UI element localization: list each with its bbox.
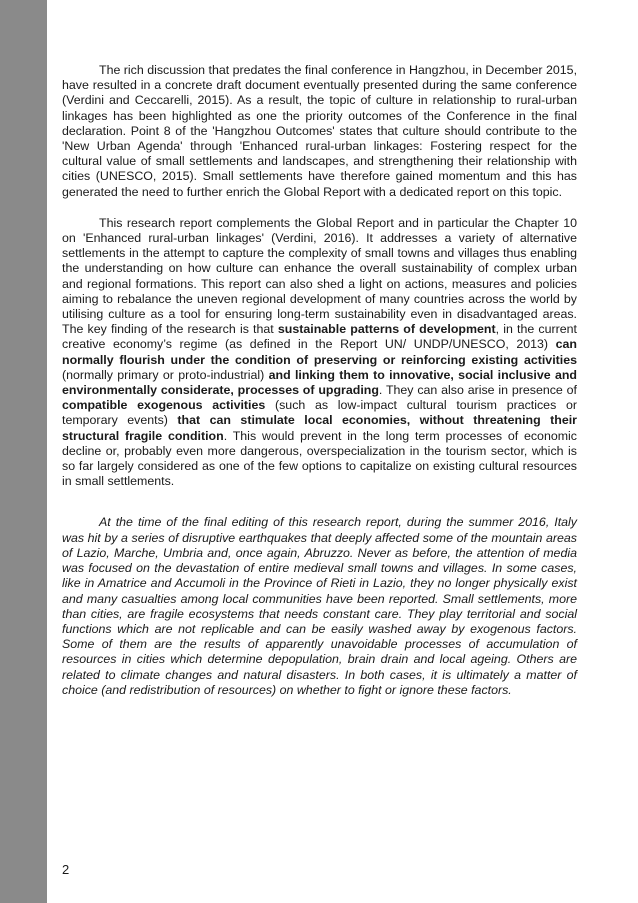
text-run: At the time of the final editing of this research report, during the summer 2016, Italy was hit by a series of disruptive earthquakes that deeply affected some of the mountain areas of Lazio, Marche, Umbria and, once again, Abruzzo. Never as before, the attention of media was focused on the devastation of entire medieval small towns and villages. In some cases, like in Amatrice and Accumoli in the Province of Rieti in Lazio, they no longer physically exist and many casualties among local communities have been reported. Small settlements, more than cities, are fragile ecosystems that needs constant care. They play territorial and social functions which are not replicable and can be easily washed away by exogenous factors. Some of them are the results of apparently unavoidable processes of accumulation of resources in cities which determine depopulation, brain drain and local ageing. Others are related to climate changes and natural disasters. In both cases, it is ultimately a matter of choice (and redistribution of resources) on whether to fight or ignore these factors.: [62, 515, 577, 697]
bold-text-run: that can stimulate local economies, without threatening their structural fragile condition: [62, 413, 578, 443]
paragraph: [62, 63, 577, 200]
text-run: This research report complements the Global Report and in particular the Chapter 10 on 'Enhanced rural-urban linkages' (Verdini, 2016). It addresses a variety of alternative settlements in the attempt to capture the complexity of small towns and villages thus enabling the understanding on how culture can enhance the overall sustainability of complex urban and regional formations. This report can also shed a light on actions, measures and policies aiming to rebalance the uneven regional development of many countries across the world by utilising culture as a tool for ensuring long-term sustainability even in disadvantaged areas. The key finding of the research is that: [62, 215, 577, 337]
text-run: . They can also arise in presence of: [378, 383, 577, 398]
paragraph: [62, 515, 577, 697]
paragraph: [62, 216, 577, 490]
text-run: , in the current creative economy’s regime (as defined in the Report UN/ UNDP/UNESCO, 2013): [62, 322, 577, 352]
bold-text-run: sustainable patterns of development: [277, 322, 496, 337]
text-run: (such as low-impact cultural tourism practices or temporary events): [62, 398, 577, 428]
document-body: [62, 63, 577, 713]
text-run: . This would prevent in the long term processes of economic decline or, probably even more dangerous, overspecialization in the tourism sector, which is so far largely considered as one of the few options to capitalize on existing cultural resources in small settlements.: [62, 428, 578, 489]
bold-text-run: compatible exogenous activities: [62, 398, 266, 413]
bold-text-run: can normally flourish under the condition of preserving or reinforcing existing activities: [62, 337, 577, 367]
bold-text-run: and linking them to innovative, social inclusive and environmentally considerate, processes of upgrading: [62, 367, 577, 398]
text-run: The rich discussion that predates the final conference in Hangzhou, in December 2015, have resulted in a concrete draft document eventually presented during the same conference (Verdini and Ceccarelli, 2015). As a result, the topic of culture in relationship to rural-urban linkages has been highlighted as one the priority outcomes of the Conference in the final declaration. Point 8 of the 'Hangzhou Outcomes' states that culture should contribute to the 'New Urban Agenda' through 'Enhanced rural-urban linkages: Fostering respect for the cultural value of small settlements and landscapes, and strengthening their relationship with cities (UNESCO, 2015). Small settlements have therefore gained momentum and this has generated the need to further enrich the Global Report with a dedicated report on this topic.: [62, 63, 578, 199]
text-run: (normally primary or proto-industrial): [62, 367, 269, 382]
page-number: 2: [62, 862, 70, 877]
page-side-bar: [0, 0, 47, 903]
